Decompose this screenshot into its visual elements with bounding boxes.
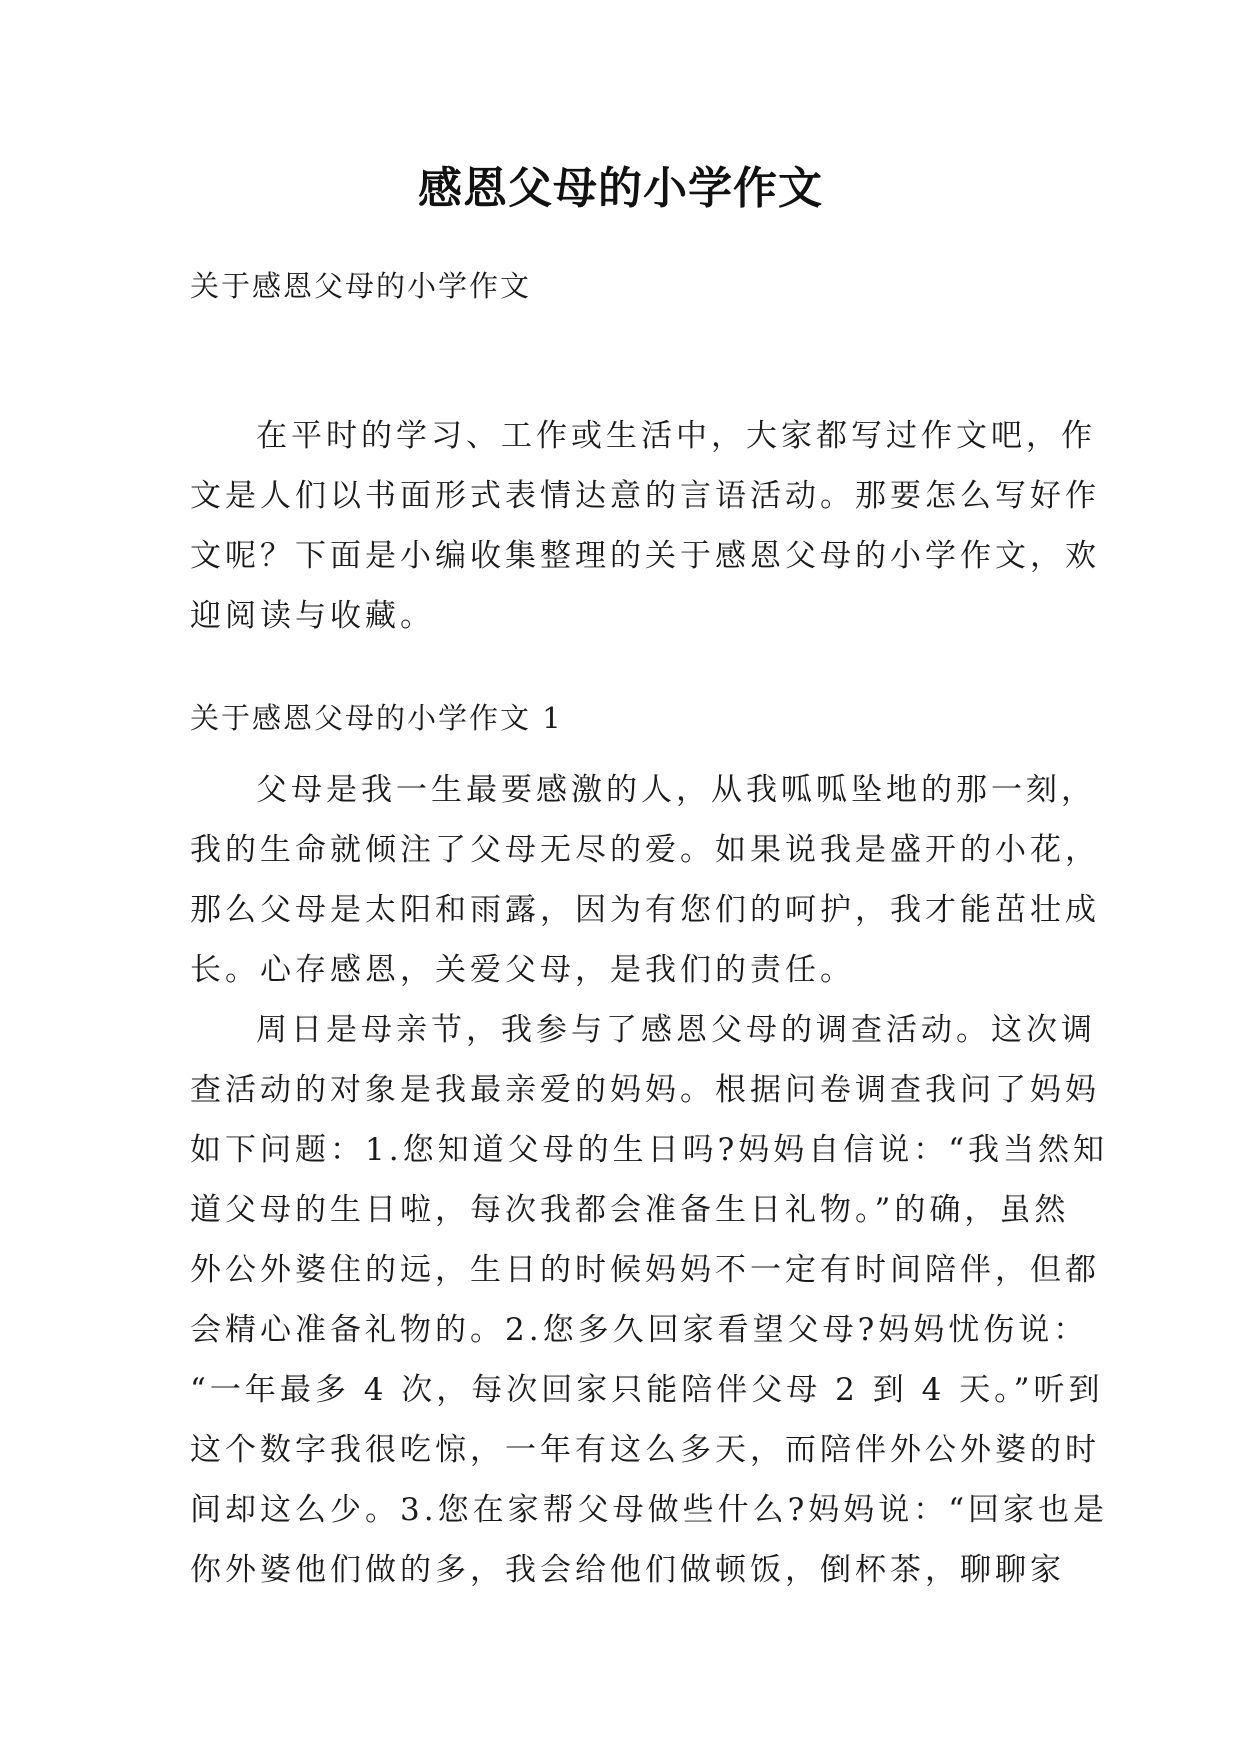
section-1-paragraph-2	[190, 1000, 1109, 1600]
section-heading: 关于感恩父母的小学作文 1	[190, 701, 563, 735]
paragraph-line: 查活动的对象是我最亲爱的妈妈。根据问卷调查我问了妈妈	[190, 1072, 1100, 1108]
paragraph-line: 会精心准备礼物的。2.您多久回家看望父母?妈妈忧伤说：	[190, 1312, 1089, 1348]
intro-line: 文是人们以书面形式表情达意的言语活动。那要怎么写好作	[190, 478, 1100, 514]
paragraph-line: “一年最多 4 次，每次回家只能陪伴父母 2 到 4 天。”听到	[190, 1372, 1104, 1408]
paragraph-line: 间却这么少。3.您在家帮父母做些什么?妈妈说：“回家也是	[190, 1492, 1109, 1528]
paragraph-line: 道父母的生日啦，每次我都会准备生日礼物。”的确，虽然	[190, 1192, 1070, 1228]
document-title: 感恩父母的小学作文	[418, 163, 823, 214]
document-subtitle: 关于感恩父母的小学作文	[190, 269, 532, 303]
intro-line: 迎阅读与收藏。	[190, 598, 435, 634]
paragraph-line: 你外婆他们做的多，我会给他们做顿饭，倒杯茶，聊聊家	[190, 1552, 1065, 1588]
intro-line: 文呢？下面是小编收集整理的关于感恩父母的小学作文，欢	[190, 538, 1100, 574]
paragraph-line: 长。心存感恩，关爱父母，是我们的责任。	[190, 952, 855, 988]
intro-line: 在平时的学习、工作或生活中，大家都写过作文吧，作	[256, 418, 1096, 454]
intro-paragraph	[190, 406, 1100, 646]
paragraph-line: 那么父母是太阳和雨露，因为有您们的呵护，我才能茁壮成	[190, 892, 1100, 928]
section-1-paragraph-1	[190, 760, 1100, 1000]
paragraph-line: 周日是母亲节，我参与了感恩父母的调查活动。这次调	[256, 1012, 1096, 1048]
paragraph-line: 如下问题：1.您知道父母的生日吗?妈妈自信说：“我当然知	[190, 1132, 1109, 1168]
section-1	[190, 700, 1109, 1600]
paragraph-line: 这个数字我很吃惊，一年有这么多天，而陪伴外公外婆的时	[190, 1432, 1100, 1468]
paragraph-line: 外公外婆住的远，生日的时候妈妈不一定有时间陪伴，但都	[190, 1252, 1100, 1288]
paragraph-line: 父母是我一生最要感激的人，从我呱呱坠地的那一刻，	[256, 772, 1096, 808]
paragraph-line: 我的生命就倾注了父母无尽的爱。如果说我是盛开的小花，	[190, 832, 1100, 868]
